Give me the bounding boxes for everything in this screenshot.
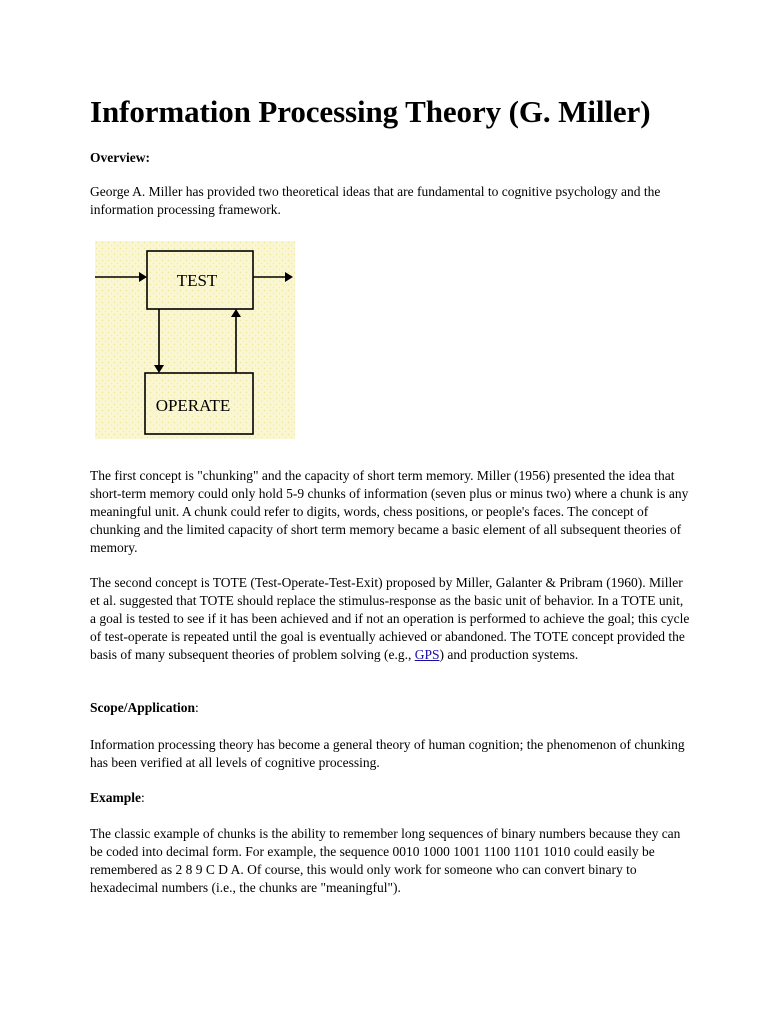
scope-paragraph: Information processing theory has become a general theory of human cognition; the phenomenon of chunking has been verified at all levels of cognitive processing. (90, 737, 685, 770)
gps-link[interactable]: GPS (414, 647, 440, 662)
operate-box-label: OPERATE (155, 396, 231, 415)
concept2-paragraph (90, 574, 690, 664)
document-page (90, 93, 690, 895)
example-heading (90, 789, 145, 807)
overview-paragraph: George A. Miller has provided two theoretical ideas that are fundamental to cognitive psychology and the information processing framework. (90, 184, 661, 217)
overview-heading: Overview: (90, 150, 150, 165)
tote-diagram (95, 241, 295, 439)
example-heading-colon: : (141, 790, 145, 805)
page-title: Information Processing Theory (G. Miller) (90, 94, 651, 129)
scope-heading-colon: : (195, 700, 199, 715)
scope-heading-text: Scope/Application (90, 700, 196, 715)
example-paragraph: The classic example of chunks is the ability to remember long sequences of binary numbers because they can be coded into decimal form. For example, the sequence 0010 1000 1001 1100 1101 1010 could easily be remembered as 2 8 9 C D A. Of course, this would only work for someone who can convert binary to hexadecimal numbers (i.e., the chunks are "meaningful"). (90, 826, 681, 895)
concept2-text-start: The second concept is TOTE (Test-Operate-Test-Exit) proposed by Miller, Galanter & Pribram (1960). Miller et al. suggested that TOTE should replace the stimulus-response as the basic unit of behavior. In a TOTE unit, a goal is tested to see if it has been achieved and if not an operation is performed to achieve the goal; this cycle of test-operate is repeated until the goal is eventually achieved or abandoned. The TOTE concept provided the basis of many subsequent theories of problem solving (e.g., (90, 575, 690, 662)
test-box-label: TEST (176, 271, 218, 290)
concept1-paragraph: The first concept is "chunking" and the capacity of short term memory. Miller (1956) presented the idea that short-term memory could only hold 5-9 chunks of information (seven plus or minus two) where a chunk is any meaningful unit. A chunk could refer to digits, words, chess positions, or people's faces. The concept of chunking and the limited capacity of short term memory became a basic element of all subsequent theories of memory. (90, 468, 689, 555)
concept2-text-end: ) and production systems. (439, 647, 579, 662)
scope-heading (90, 699, 199, 717)
example-heading-text: Example (90, 790, 142, 805)
